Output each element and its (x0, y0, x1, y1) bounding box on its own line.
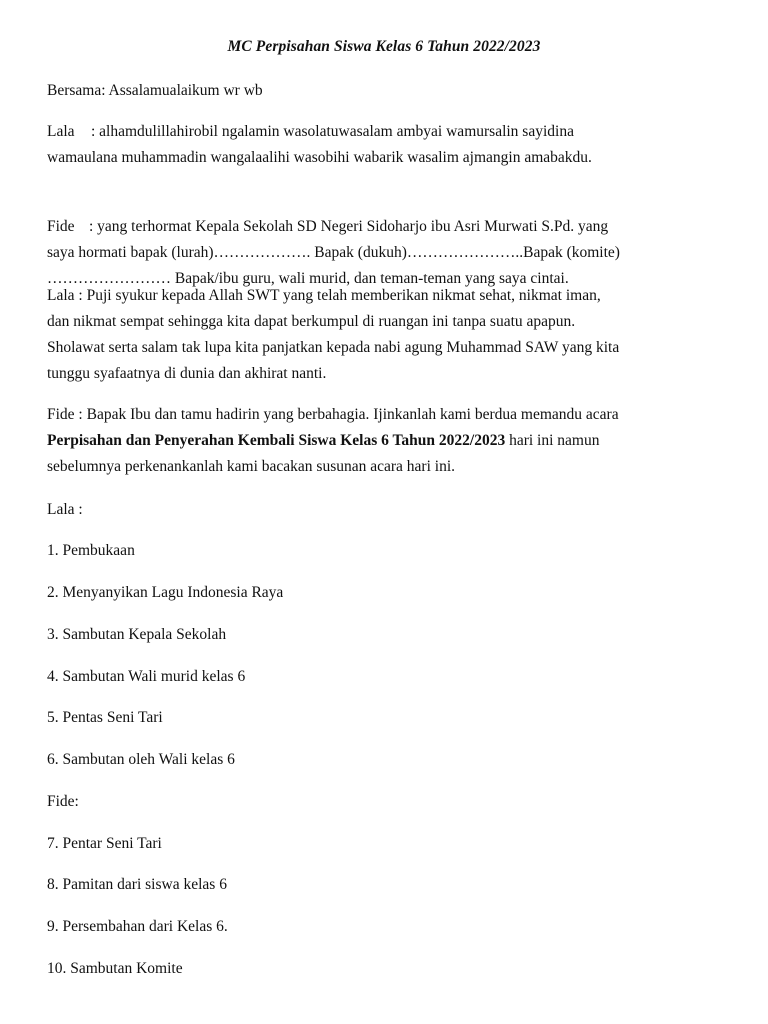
lala-text-1: : alhamdulillahirobil ngalamin wasolatuwasalam ambyai wamursalin sayidina (91, 123, 574, 140)
agenda-item: 10. Sambutan Komite (47, 960, 183, 977)
fide-line-1 (47, 214, 727, 240)
fide2-line-2-rest: hari ini namun (505, 432, 600, 449)
lala-line-2: wamaulana muhammadin wangalaalihi wasobihi wabarik wasalim ajmangin amabakdu. (47, 149, 592, 166)
agenda-item: 1. Pembukaan (47, 542, 135, 559)
fide2-line-1: Fide : Bapak Ibu dan tamu hadirin yang berbahagia. Ijinkanlah kami berdua memandu acara (47, 406, 619, 423)
lala-line-1 (47, 119, 727, 145)
fide-line-2: saya hormati bapak (lurah)………………. Bapak (dukuh)…………………..Bapak (komite) (47, 244, 620, 261)
fide-line-3: …………………… Bapak/ibu guru, wali murid, dan teman-teman yang saya cintai. (47, 270, 569, 287)
lala2-line-2: dan nikmat sempat sehingga kita dapat berkumpul di ruangan ini tanpa suatu apapun. (47, 313, 576, 330)
lala2-line-1: Lala : Puji syukur kepada Allah SWT yang telah memberikan nikmat sehat, nikmat iman, (47, 287, 601, 304)
fide2-line-3: sebelumnya perkenankanlah kami bacakan susunan acara hari ini. (47, 458, 455, 475)
agenda-item: 2. Menyanyikan Lagu Indonesia Raya (47, 584, 284, 601)
agenda-item: 4. Sambutan Wali murid kelas 6 (47, 668, 246, 685)
lala-label: Lala : (47, 501, 83, 518)
event-name: Perpisahan dan Penyerahan Kembali Siswa Kelas 6 Tahun 2022/2023 (47, 432, 506, 449)
speaker-label: Fide (47, 218, 75, 235)
fide-paragraph-1 (47, 214, 727, 292)
fide-paragraph-2 (47, 402, 727, 480)
fide-label: Fide: (47, 793, 79, 810)
document-title: MC Perpisahan Siswa Kelas 6 Tahun 2022/2023 (227, 38, 541, 55)
agenda-item: 9. Persembahan dari Kelas 6. (47, 918, 228, 935)
fide-text-1: : yang terhormat Kepala Sekolah SD Negeri Sidoharjo ibu Asri Murwati S.Pd. yang (89, 218, 609, 235)
lala-paragraph-1 (47, 119, 727, 171)
lala2-line-4: tunggu syafaatnya di dunia dan akhirat nanti. (47, 365, 327, 382)
lala2-line-3: Sholawat serta salam tak lupa kita panjatkan kepada nabi agung Muhammad SAW yang kita (47, 339, 620, 356)
opening-text: Bersama: Assalamualaikum wr wb (47, 82, 263, 99)
fide2-line-2 (47, 428, 727, 454)
agenda-item: 6. Sambutan oleh Wali kelas 6 (47, 751, 235, 768)
opening-greeting (47, 78, 727, 104)
agenda-item: 7. Pentar Seni Tari (47, 835, 162, 852)
agenda-item: 5. Pentas Seni Tari (47, 709, 163, 726)
agenda-item: 8. Pamitan dari siswa kelas 6 (47, 876, 227, 893)
agenda-item: 3. Sambutan Kepala Sekolah (47, 626, 227, 643)
speaker-label: Lala (47, 123, 75, 140)
lala-paragraph-2 (47, 283, 727, 387)
